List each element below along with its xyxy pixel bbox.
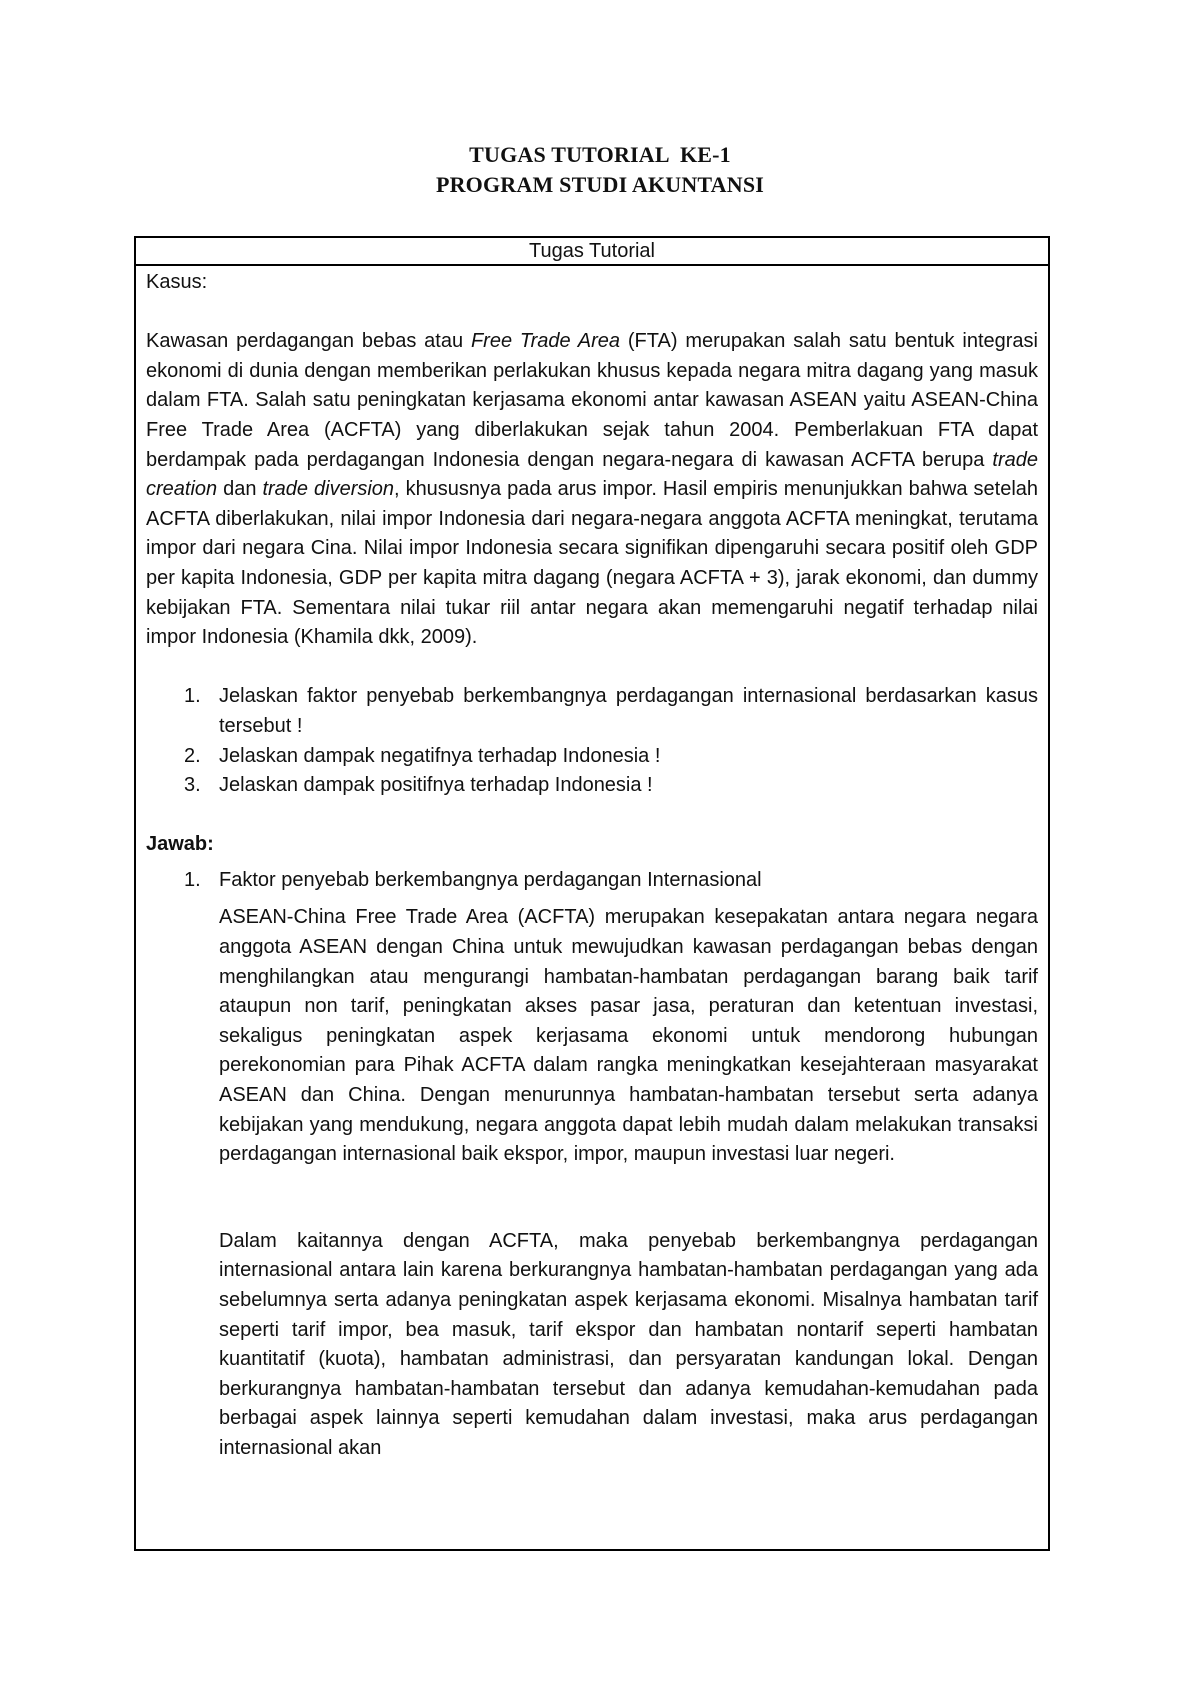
answer-label: Jawab:	[146, 833, 214, 856]
task-box-heading: Tugas Tutorial	[136, 238, 1048, 266]
blank-line	[146, 298, 1038, 328]
case-text-part-1: Kawasan perdagangan bebas atau	[146, 330, 471, 353]
answer-paragraph-1: ASEAN-China Free Trade Area (ACFTA) merupakan kesepakatan antara negara negara anggota ASEAN dengan China untuk mewujudkan kawasan perdagangan bebas dengan menghilangkan atau mengurangi hambatan-hambatan perdagangan barang baik tarif ataupun non tarif, peningkatan akses pasar jasa, peraturan dan ketentuan investasi, sekaligus peningkatan aspek kerjasama ekonomi untuk mendorong hubungan perekonomian para Pihak ACFTA dalam rangka meningkatkan kesejahteraan masyarakat ASEAN dan China. Dengan menurunnya hambatan-hambatan tersebut serta adanya kebijakan yang mendukung, negara anggota dapat lebih mudah dalam melakukan transaksi perdagangan internasional baik ekspor, impor, maupun investasi luar negeri.	[219, 906, 1038, 1166]
document-title: TUGAS TUTORIAL KE-1	[469, 142, 731, 167]
question-number: 2.	[184, 744, 201, 767]
case-text-part-4: , khususnya pada arus impor. Hasil empiris menunjukkan bahwa setelah ACFTA diberlakukan, nilai impor Indonesia dari negara-negara anggota ACFTA meningkat, terutama impor dari negara Cina. Nilai impor Indonesia secara signifikan dipengaruhi secara positif oleh GDP per kapita Indonesia, GDP per kapita mitra dagang (negara ACFTA + 3), jarak ekonomi, dan dummy kebijakan FTA. Sementara nilai tukar riil antar negara akan memengaruhi negatif terhadap nilai impor Indonesia (Khamila dkk, 2009).	[146, 478, 1039, 649]
case-text-italic-fta: Free Trade Area	[470, 330, 621, 353]
question-list	[146, 682, 1038, 800]
question-item	[146, 682, 1038, 741]
question-number: 3.	[184, 774, 201, 797]
case-text-italic-trade-diversion: trade diversion	[262, 478, 395, 501]
question-text: Jelaskan dampak positifnya terhadap Indonesia !	[219, 774, 653, 797]
question-text: Jelaskan dampak negatifnya terhadap Indonesia !	[219, 744, 661, 767]
answer-paragraph-2: Dalam kaitannya dengan ACFTA, maka penyebab berkembangnya perdagangan internasional antara lain karena berkurangnya hambatan-hambatan perdagangan yang ada sebelumnya serta adanya peningkatan aspek kerjasama ekonomi. Misalnya hambatan tarif seperti tarif impor, bea masuk, tarif ekspor dan hambatan nontarif seperti hambatan kuantitatif (kuota), hambatan administrasi, dan persyaratan kandungan lokal. Dengan berkurangnya hambatan-hambatan tersebut dan adanya kemudahan-kemudahan pada berbagai aspek lainnya seperti kemudahan dalam investasi, maka arus perdagangan internasional akan	[219, 1229, 1038, 1459]
case-text-italic-trade-creation: trade creation	[146, 448, 1038, 501]
question-number: 1.	[184, 685, 201, 708]
case-label: Kasus:	[146, 271, 208, 293]
case-paragraph	[146, 327, 1038, 653]
document-header	[0, 140, 1200, 200]
case-text-part-2: (FTA) merupakan salah satu bentuk integrasi ekonomi di dunia dengan memberikan perlakukan khusus kepada negara mitra dagang yang masuk dalam FTA. Salah satu peningkatan kerjasama ekonomi antar kawasan ASEAN yaitu ASEAN-China Free Trade Area (ACFTA) yang diberlakukan sejak tahun 2004. Pemberlakuan FTA dapat berdampak pada perdagangan Indonesia dengan negara-negara di kawasan ACFTA berupa	[146, 330, 1038, 471]
document-subtitle: PROGRAM STUDI AKUNTANSI	[435, 172, 765, 197]
question-text: Jelaskan faktor penyebab berkembangnya perdagangan internasional berdasarkan kasus tersebut !	[219, 685, 1038, 737]
question-item	[146, 742, 1038, 772]
answer-number: 1.	[184, 868, 201, 891]
question-item	[146, 771, 1038, 801]
answer-item	[146, 866, 1038, 896]
answer-title: Faktor penyebab berkembangnya perdagangan Internasional	[219, 868, 762, 891]
tutorial-task-box	[134, 236, 1050, 1551]
task-box-body	[136, 266, 1048, 1464]
case-text-part-3: dan	[217, 478, 263, 501]
